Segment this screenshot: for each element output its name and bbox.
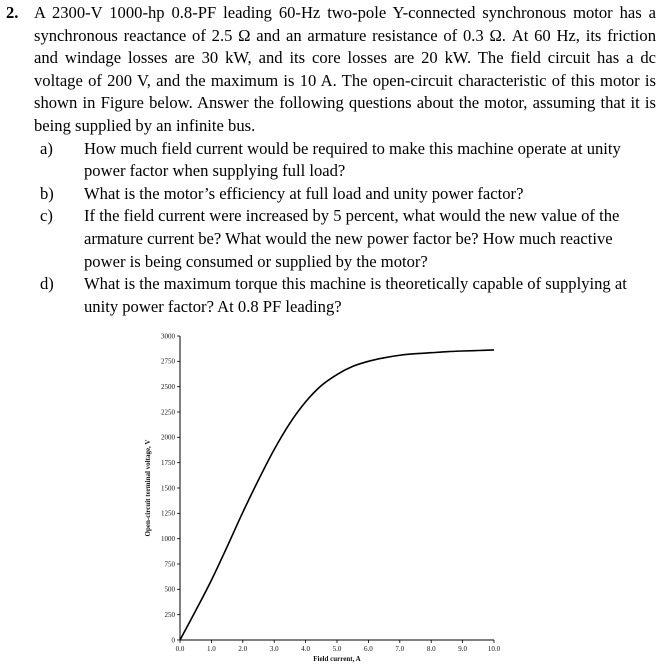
y-tick-label: 250	[164, 611, 175, 620]
y-tick-label: 1250	[161, 509, 175, 518]
question-list	[6, 138, 656, 319]
y-tick-label: 500	[164, 585, 175, 594]
y-tick-label: 750	[164, 560, 175, 569]
question-text: What is the motor’s efficiency at full load and unity power factor?	[84, 183, 524, 203]
x-tick-label: 3.0	[269, 645, 279, 653]
x-axis-title: Field current, A	[313, 655, 361, 663]
occ-figure	[138, 326, 508, 666]
question-label: c)	[40, 206, 53, 226]
question-c	[6, 205, 656, 273]
question-a	[6, 138, 656, 183]
y-tick-label: 2000	[161, 433, 175, 442]
question-text: How much field current would be required to make this machine operate at unity power factor when supplying full load?	[84, 138, 621, 181]
x-tick-label: 0.0	[175, 645, 185, 653]
x-tick-label: 10.0	[487, 645, 501, 653]
x-tick-label: 6.0	[364, 645, 373, 653]
x-tick-label: 2.0	[238, 645, 248, 653]
problem-statement: A 2300-V 1000-hp 0.8-PF leading 60-Hz two-pole Y-connected synchronous motor has a synchronous reactance of 2.5 Ω and an armature resistance of 0.3 Ω. At 60 Hz, its friction and windage losses are 30 kW, and its core losses are 20 kW. The field circuit has a dc voltage of 200 V, and the maximum is 10 A. The open-circuit characteristic of this motor is shown in Figure below. Answer the following questions about the motor, assuming that it is being supplied by an infinite bus.	[34, 3, 656, 135]
question-label: d)	[40, 274, 54, 294]
y-tick-label: 3000	[161, 332, 175, 341]
x-tick-label: 8.0	[426, 645, 436, 653]
question-label: a)	[40, 138, 53, 158]
question-d	[6, 273, 656, 318]
x-tick-label: 4.0	[301, 645, 310, 653]
chart-axes	[180, 336, 494, 640]
y-axis-title: Open-circuit terminal voltage, V	[144, 439, 152, 537]
y-tick-label: 0	[171, 636, 175, 645]
question-text: If the field current were increased by 5 percent, what would the new value of the armature current be? What would the new power factor be? How much reactive power is being consumed or supplied by the motor?	[84, 206, 620, 271]
y-tick-label: 2750	[161, 357, 175, 366]
x-tick-label: 5.0	[332, 645, 342, 653]
y-tick-label: 2500	[161, 383, 175, 392]
x-tick-label: 1.0	[207, 645, 216, 653]
question-b	[6, 183, 656, 206]
y-tick-label: 1000	[161, 535, 175, 544]
x-tick-label: 7.0	[395, 645, 405, 653]
x-tick-label: 9.0	[458, 645, 467, 653]
problem-block	[6, 2, 656, 318]
occ-chart	[138, 326, 508, 666]
chart-ticks	[161, 332, 501, 653]
y-tick-label: 1500	[161, 484, 175, 493]
y-tick-label: 1750	[161, 459, 175, 468]
question-text: What is the maximum torque this machine is theoretically capable of supplying at unity power factor? At 0.8 PF leading?	[84, 274, 627, 316]
y-tick-label: 2250	[161, 408, 175, 417]
problem-number: 2.	[6, 3, 19, 22]
occ-curve	[180, 350, 494, 640]
question-label: b)	[40, 183, 54, 203]
